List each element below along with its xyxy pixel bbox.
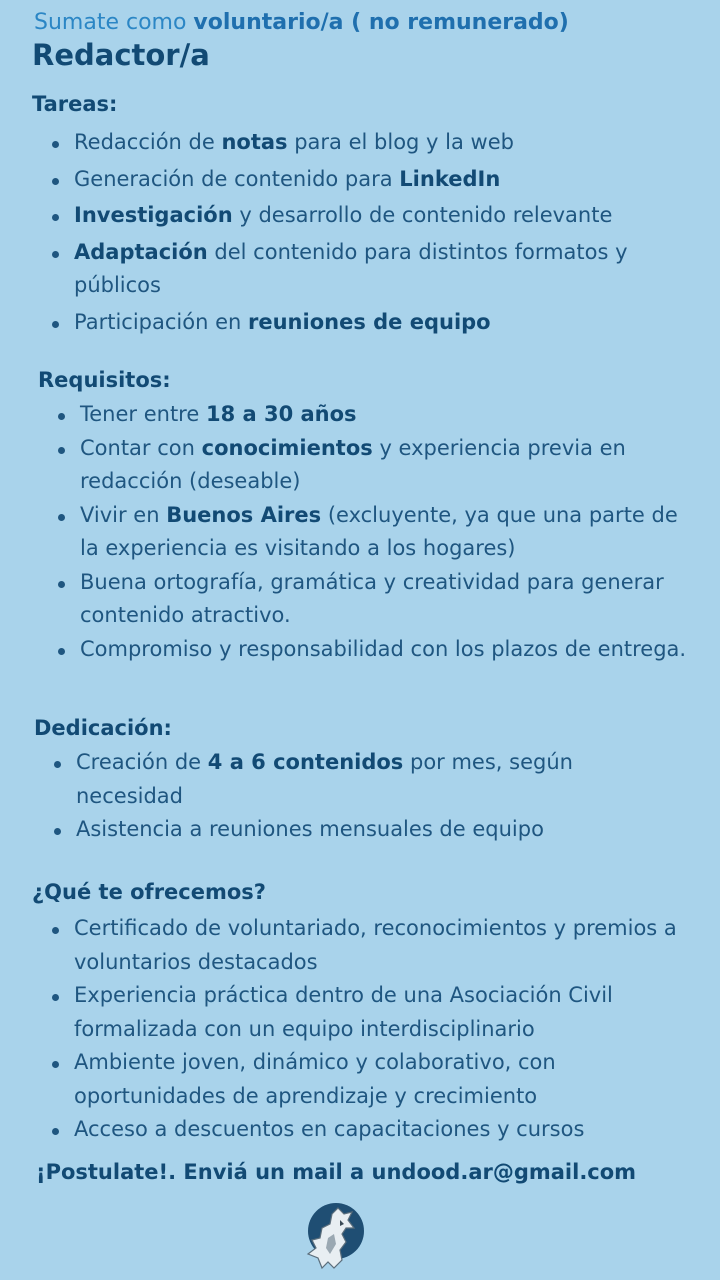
section-heading-dedicacion: Dedicación: [34,716,172,740]
list-ofrecemos [52,912,697,1147]
list-item: Generación de contenido para LinkedIn [52,163,702,197]
list-item: Ambiente joven, dinámico y colaborativo, con oportunidades de aprendizaje y crecimiento [52,1046,697,1113]
list-item: Participación en reuniones de equipo [52,306,702,340]
list-tareas [52,126,702,339]
section-heading-requisitos: Requisitos: [38,368,171,392]
list-item: Asistencia a reuniones mensuales de equipo [54,813,674,847]
list-item: Contar con conocimientos y experiencia previa en redacción (deseable) [58,432,698,499]
page-title: Redactor/a [32,38,210,72]
list-item: Redacción de notas para el blog y la web [52,126,702,160]
list-requisitos [58,398,698,666]
list-item: Compromiso y responsabilidad con los plazos de entrega. [58,633,698,667]
list-item: Creación de 4 a 6 contenidos por mes, según necesidad [54,746,674,813]
list-item: Experiencia práctica dentro de una Asociación Civil formalizada con un equipo interdisciplinario [52,979,697,1046]
list-dedicacion [54,746,674,847]
list-item: Acceso a descuentos en capacitaciones y cursos [52,1113,697,1147]
list-item: Vivir en Buenos Aires (excluyente, ya que una parte de la experiencia es visitando a los hogares) [58,499,698,566]
list-item: Tener entre 18 a 30 años [58,398,698,432]
call-to-action: ¡Postulate!. Enviá un mail a undood.ar@gmail.com [36,1160,637,1184]
kicker: Sumate como voluntario/a ( no remunerado) [34,10,569,35]
list-item: Adaptación del contenido para distintos formatos y públicos [52,236,702,303]
kicker-strong: voluntario/a ( no remunerado) [193,10,569,35]
section-heading-ofrecemos: ¿Qué te ofrecemos? [32,880,266,904]
list-item: Investigación y desarrollo de contenido relevante [52,199,702,233]
section-heading-tareas: Tareas: [32,92,118,116]
howling-wolf-logo-icon [300,1198,366,1272]
list-item: Certificado de voluntariado, reconocimientos y premios a voluntarios destacados [52,912,697,979]
list-item: Buena ortografía, gramática y creatividad para generar contenido atractivo. [58,566,698,633]
